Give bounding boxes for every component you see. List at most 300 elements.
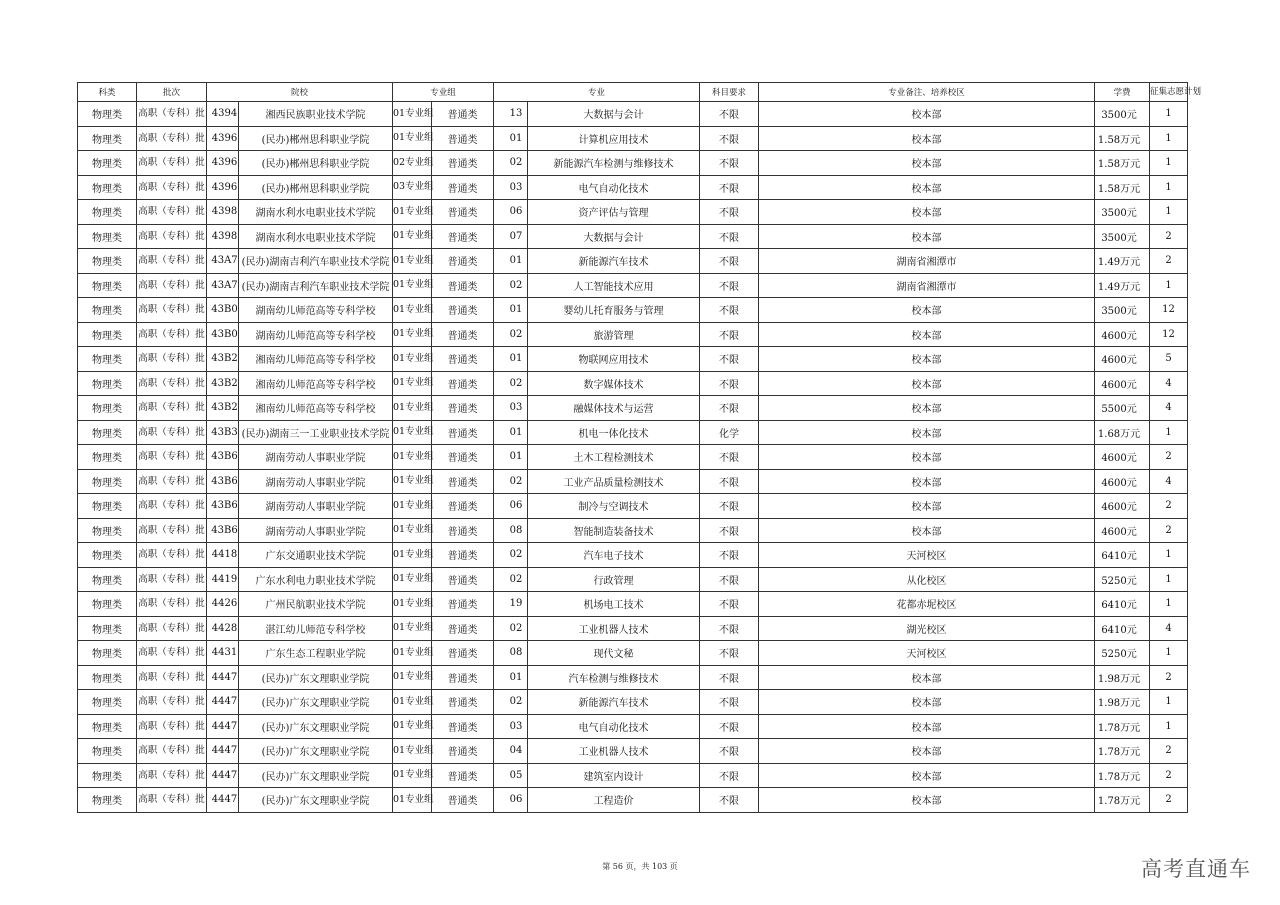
cell-requirement: 不限 [700, 616, 759, 641]
cell-major-name: 融媒体技术与运营 [528, 396, 700, 421]
cell-school-name: (民办)广东文理职业学院 [239, 739, 393, 764]
cell-fee: 1.78万元 [1095, 788, 1150, 813]
cell-plan: 12 [1150, 298, 1188, 323]
cell-type: 普通类 [432, 102, 494, 127]
cell-subject: 物理类 [78, 592, 137, 617]
cell-plan: 4 [1150, 371, 1188, 396]
cell-fee: 3500元 [1095, 200, 1150, 225]
table-row [78, 151, 1188, 176]
cell-batch: 高职（专科）批 [137, 273, 207, 298]
cell-school-code: 43B3 [207, 420, 239, 445]
cell-major-name: 新能源汽车技术 [528, 249, 700, 274]
cell-requirement: 不限 [700, 763, 759, 788]
cell-remark: 校本部 [759, 396, 1095, 421]
cell-batch: 高职（专科）批 [137, 102, 207, 127]
cell-plan: 1 [1150, 175, 1188, 200]
cell-requirement: 不限 [700, 469, 759, 494]
cell-school-code: 4396 [207, 126, 239, 151]
table-row [78, 224, 1188, 249]
cell-school-code: 43B6 [207, 445, 239, 470]
cell-remark: 校本部 [759, 518, 1095, 543]
cell-fee: 4600元 [1095, 322, 1150, 347]
cell-remark: 校本部 [759, 126, 1095, 151]
admission-plan-table [77, 82, 1202, 813]
cell-school-code: 4447 [207, 739, 239, 764]
cell-major-code: 06 [494, 788, 528, 813]
cell-plan: 2 [1150, 788, 1188, 813]
cell-major-code: 01 [494, 249, 528, 274]
cell-requirement: 不限 [700, 543, 759, 568]
cell-major-code: 08 [494, 518, 528, 543]
table-row [78, 714, 1188, 739]
cell-batch: 高职（专科）批 [137, 445, 207, 470]
cell-plan: 12 [1150, 322, 1188, 347]
cell-plan: 2 [1150, 763, 1188, 788]
cell-remark: 校本部 [759, 469, 1095, 494]
cell-requirement: 不限 [700, 298, 759, 323]
cell-remark: 校本部 [759, 763, 1095, 788]
cell-major-code: 02 [494, 616, 528, 641]
table-header-row [78, 83, 1188, 102]
cell-batch: 高职（专科）批 [137, 224, 207, 249]
cell-remark: 湖南省湘潭市 [759, 249, 1095, 274]
cell-major-code: 07 [494, 224, 528, 249]
cell-major-name: 行政管理 [528, 567, 700, 592]
cell-major-code: 06 [494, 494, 528, 519]
cell-group: 01专业组 [393, 616, 432, 641]
cell-subject: 物理类 [78, 175, 137, 200]
cell-type: 普通类 [432, 763, 494, 788]
cell-batch: 高职（专科）批 [137, 249, 207, 274]
cell-fee: 1.78万元 [1095, 714, 1150, 739]
cell-group: 01专业组 [393, 714, 432, 739]
cell-fee: 1.68万元 [1095, 420, 1150, 445]
cell-major-name: 建筑室内设计 [528, 763, 700, 788]
table-body [78, 102, 1188, 813]
cell-major-code: 03 [494, 396, 528, 421]
cell-remark: 校本部 [759, 224, 1095, 249]
table-row [78, 126, 1188, 151]
table-row [78, 567, 1188, 592]
cell-subject: 物理类 [78, 469, 137, 494]
cell-requirement: 不限 [700, 714, 759, 739]
cell-fee: 1.58万元 [1095, 126, 1150, 151]
cell-type: 普通类 [432, 126, 494, 151]
cell-major-name: 数字媒体技术 [528, 371, 700, 396]
cell-plan: 1 [1150, 714, 1188, 739]
cell-school-name: 湖南水利水电职业技术学院 [239, 224, 393, 249]
cell-plan: 2 [1150, 249, 1188, 274]
cell-fee: 4600元 [1095, 347, 1150, 372]
cell-requirement: 不限 [700, 200, 759, 225]
cell-school-name: 湖南水利水电职业技术学院 [239, 200, 393, 225]
cell-group: 01专业组 [393, 224, 432, 249]
cell-subject: 物理类 [78, 739, 137, 764]
cell-fee: 5500元 [1095, 396, 1150, 421]
cell-remark: 校本部 [759, 739, 1095, 764]
table-row [78, 249, 1188, 274]
cell-fee: 5250元 [1095, 641, 1150, 666]
table-row [78, 298, 1188, 323]
cell-school-name: 湘南幼儿师范高等专科学校 [239, 347, 393, 372]
cell-school-name: (民办)郴州思科职业学院 [239, 126, 393, 151]
cell-school-name: (民办)湖南吉利汽车职业技术学院 [239, 273, 393, 298]
table-row [78, 469, 1188, 494]
cell-school-name: (民办)湖南三一工业职业技术学院 [239, 420, 393, 445]
cell-major-name: 人工智能技术应用 [528, 273, 700, 298]
cell-type: 普通类 [432, 665, 494, 690]
cell-major-code: 02 [494, 690, 528, 715]
cell-group: 01专业组 [393, 273, 432, 298]
cell-major-name: 婴幼儿托育服务与管理 [528, 298, 700, 323]
cell-school-name: 湘西民族职业技术学院 [239, 102, 393, 127]
cell-plan: 4 [1150, 396, 1188, 421]
table-row [78, 322, 1188, 347]
cell-requirement: 不限 [700, 690, 759, 715]
cell-school-code: 4426 [207, 592, 239, 617]
cell-requirement: 不限 [700, 224, 759, 249]
cell-school-name: (民办)广东文理职业学院 [239, 763, 393, 788]
cell-plan: 1 [1150, 102, 1188, 127]
cell-plan: 1 [1150, 200, 1188, 225]
cell-requirement: 不限 [700, 102, 759, 127]
cell-major-name: 新能源汽车检测与维修技术 [528, 151, 700, 176]
cell-group: 01专业组 [393, 445, 432, 470]
cell-group: 01专业组 [393, 420, 432, 445]
cell-requirement: 化学 [700, 420, 759, 445]
cell-type: 普通类 [432, 224, 494, 249]
cell-plan: 1 [1150, 126, 1188, 151]
cell-requirement: 不限 [700, 445, 759, 470]
table-row [78, 200, 1188, 225]
cell-type: 普通类 [432, 322, 494, 347]
cell-plan: 1 [1150, 641, 1188, 666]
cell-group: 01专业组 [393, 102, 432, 127]
cell-major-code: 02 [494, 543, 528, 568]
cell-subject: 物理类 [78, 322, 137, 347]
cell-school-code: 4431 [207, 641, 239, 666]
cell-subject: 物理类 [78, 151, 137, 176]
cell-subject: 物理类 [78, 371, 137, 396]
table-row [78, 616, 1188, 641]
cell-major-name: 旅游管理 [528, 322, 700, 347]
cell-remark: 从化校区 [759, 567, 1095, 592]
cell-type: 普通类 [432, 739, 494, 764]
cell-type: 普通类 [432, 420, 494, 445]
cell-major-code: 02 [494, 469, 528, 494]
table-row [78, 592, 1188, 617]
cell-major-code: 19 [494, 592, 528, 617]
cell-batch: 高职（专科）批 [137, 126, 207, 151]
cell-fee: 6410元 [1095, 543, 1150, 568]
cell-group: 01专业组 [393, 788, 432, 813]
cell-school-name: 湖南劳动人事职业学院 [239, 518, 393, 543]
cell-major-code: 01 [494, 420, 528, 445]
cell-major-code: 01 [494, 126, 528, 151]
table-row [78, 445, 1188, 470]
cell-school-code: 43B0 [207, 298, 239, 323]
cell-plan: 2 [1150, 224, 1188, 249]
cell-school-code: 4394 [207, 102, 239, 127]
cell-remark: 校本部 [759, 445, 1095, 470]
table-row [78, 347, 1188, 372]
cell-subject: 物理类 [78, 126, 137, 151]
header-remark: 专业备注、培养校区 [759, 83, 1095, 102]
cell-subject: 物理类 [78, 347, 137, 372]
cell-major-code: 02 [494, 273, 528, 298]
cell-major-code: 02 [494, 567, 528, 592]
cell-requirement: 不限 [700, 739, 759, 764]
cell-batch: 高职（专科）批 [137, 396, 207, 421]
cell-group: 01专业组 [393, 494, 432, 519]
cell-type: 普通类 [432, 616, 494, 641]
cell-fee: 6410元 [1095, 592, 1150, 617]
cell-batch: 高职（专科）批 [137, 420, 207, 445]
cell-subject: 物理类 [78, 543, 137, 568]
cell-type: 普通类 [432, 371, 494, 396]
cell-major-code: 06 [494, 200, 528, 225]
cell-major-name: 现代文秘 [528, 641, 700, 666]
cell-plan: 2 [1150, 494, 1188, 519]
cell-major-name: 汽车电子技术 [528, 543, 700, 568]
cell-fee: 4600元 [1095, 469, 1150, 494]
cell-school-name: 湛江幼儿师范专科学校 [239, 616, 393, 641]
cell-school-name: 湘南幼儿师范高等专科学校 [239, 396, 393, 421]
header-major: 专业 [494, 83, 700, 102]
cell-remark: 校本部 [759, 714, 1095, 739]
cell-school-name: 广州民航职业技术学院 [239, 592, 393, 617]
cell-major-code: 01 [494, 665, 528, 690]
cell-school-name: 湖南劳动人事职业学院 [239, 494, 393, 519]
cell-remark: 校本部 [759, 200, 1095, 225]
cell-school-name: (民办)郴州思科职业学院 [239, 151, 393, 176]
cell-school-code: 43A7 [207, 273, 239, 298]
cell-subject: 物理类 [78, 273, 137, 298]
cell-group: 01专业组 [393, 567, 432, 592]
cell-major-name: 大数据与会计 [528, 102, 700, 127]
cell-remark: 花都赤坭校区 [759, 592, 1095, 617]
cell-major-name: 机场电工技术 [528, 592, 700, 617]
cell-group: 01专业组 [393, 322, 432, 347]
cell-remark: 校本部 [759, 175, 1095, 200]
cell-batch: 高职（专科）批 [137, 298, 207, 323]
header-subject: 科类 [78, 83, 137, 102]
cell-batch: 高职（专科）批 [137, 469, 207, 494]
cell-school-code: 4418 [207, 543, 239, 568]
cell-subject: 物理类 [78, 420, 137, 445]
table-row [78, 739, 1188, 764]
cell-school-name: (民办)广东文理职业学院 [239, 690, 393, 715]
cell-type: 普通类 [432, 469, 494, 494]
cell-major-code: 02 [494, 151, 528, 176]
cell-group: 01专业组 [393, 690, 432, 715]
cell-major-code: 05 [494, 763, 528, 788]
cell-major-code: 13 [494, 102, 528, 127]
cell-requirement: 不限 [700, 151, 759, 176]
cell-school-code: 4447 [207, 690, 239, 715]
table-row [78, 371, 1188, 396]
cell-fee: 4600元 [1095, 518, 1150, 543]
cell-major-name: 汽车检测与维修技术 [528, 665, 700, 690]
cell-school-code: 4398 [207, 224, 239, 249]
cell-plan: 4 [1150, 616, 1188, 641]
table-row [78, 494, 1188, 519]
table-row [78, 543, 1188, 568]
cell-school-name: (民办)郴州思科职业学院 [239, 175, 393, 200]
cell-remark: 湖光校区 [759, 616, 1095, 641]
cell-type: 普通类 [432, 714, 494, 739]
cell-fee: 5250元 [1095, 567, 1150, 592]
cell-fee: 1.58万元 [1095, 151, 1150, 176]
cell-subject: 物理类 [78, 763, 137, 788]
cell-type: 普通类 [432, 396, 494, 421]
cell-remark: 校本部 [759, 371, 1095, 396]
cell-requirement: 不限 [700, 347, 759, 372]
cell-plan: 1 [1150, 543, 1188, 568]
watermark: 高考直通车 [1141, 857, 1251, 881]
cell-requirement: 不限 [700, 641, 759, 666]
cell-subject: 物理类 [78, 567, 137, 592]
cell-school-code: 4398 [207, 200, 239, 225]
cell-remark: 校本部 [759, 347, 1095, 372]
cell-school-name: 广东交通职业技术学院 [239, 543, 393, 568]
cell-batch: 高职（专科）批 [137, 592, 207, 617]
cell-type: 普通类 [432, 690, 494, 715]
cell-type: 普通类 [432, 788, 494, 813]
cell-type: 普通类 [432, 567, 494, 592]
cell-batch: 高职（专科）批 [137, 494, 207, 519]
cell-requirement: 不限 [700, 788, 759, 813]
cell-batch: 高职（专科）批 [137, 371, 207, 396]
cell-major-name: 工业产品质量检测技术 [528, 469, 700, 494]
cell-type: 普通类 [432, 273, 494, 298]
cell-batch: 高职（专科）批 [137, 543, 207, 568]
cell-requirement: 不限 [700, 371, 759, 396]
cell-school-code: 4447 [207, 763, 239, 788]
cell-major-name: 工业机器人技术 [528, 739, 700, 764]
cell-type: 普通类 [432, 543, 494, 568]
cell-subject: 物理类 [78, 616, 137, 641]
cell-plan: 1 [1150, 690, 1188, 715]
cell-type: 普通类 [432, 445, 494, 470]
cell-type: 普通类 [432, 641, 494, 666]
cell-group: 01专业组 [393, 126, 432, 151]
cell-major-code: 04 [494, 739, 528, 764]
cell-school-name: 湖南劳动人事职业学院 [239, 445, 393, 470]
cell-school-name: (民办)广东文理职业学院 [239, 665, 393, 690]
cell-group: 01专业组 [393, 665, 432, 690]
cell-major-name: 制冷与空调技术 [528, 494, 700, 519]
cell-type: 普通类 [432, 249, 494, 274]
cell-plan: 2 [1150, 445, 1188, 470]
cell-subject: 物理类 [78, 714, 137, 739]
cell-fee: 4600元 [1095, 445, 1150, 470]
cell-requirement: 不限 [700, 249, 759, 274]
cell-group: 01专业组 [393, 396, 432, 421]
cell-fee: 4600元 [1095, 494, 1150, 519]
table-row [78, 273, 1188, 298]
cell-subject: 物理类 [78, 665, 137, 690]
cell-school-name: (民办)广东文理职业学院 [239, 714, 393, 739]
cell-fee: 6410元 [1095, 616, 1150, 641]
cell-subject: 物理类 [78, 494, 137, 519]
cell-requirement: 不限 [700, 494, 759, 519]
cell-batch: 高职（专科）批 [137, 690, 207, 715]
cell-requirement: 不限 [700, 273, 759, 298]
table-row [78, 641, 1188, 666]
cell-batch: 高职（专科）批 [137, 665, 207, 690]
cell-batch: 高职（专科）批 [137, 567, 207, 592]
cell-major-name: 计算机应用技术 [528, 126, 700, 151]
table-row [78, 396, 1188, 421]
cell-plan: 1 [1150, 567, 1188, 592]
table-row [78, 763, 1188, 788]
cell-requirement: 不限 [700, 665, 759, 690]
cell-major-name: 资产评估与管理 [528, 200, 700, 225]
cell-school-code: 43B6 [207, 494, 239, 519]
cell-batch: 高职（专科）批 [137, 518, 207, 543]
cell-subject: 物理类 [78, 396, 137, 421]
cell-type: 普通类 [432, 347, 494, 372]
cell-major-code: 02 [494, 371, 528, 396]
cell-requirement: 不限 [700, 396, 759, 421]
cell-subject: 物理类 [78, 690, 137, 715]
header-group: 专业组 [393, 83, 494, 102]
cell-group: 01专业组 [393, 543, 432, 568]
cell-batch: 高职（专科）批 [137, 175, 207, 200]
cell-plan: 2 [1150, 518, 1188, 543]
cell-plan: 2 [1150, 739, 1188, 764]
table-row [78, 175, 1188, 200]
cell-subject: 物理类 [78, 200, 137, 225]
cell-remark: 天河校区 [759, 543, 1095, 568]
header-batch: 批次 [137, 83, 207, 102]
cell-requirement: 不限 [700, 567, 759, 592]
table-row [78, 102, 1188, 127]
cell-remark: 湖南省湘潭市 [759, 273, 1095, 298]
cell-school-name: 湘南幼儿师范高等专科学校 [239, 371, 393, 396]
cell-plan: 2 [1150, 665, 1188, 690]
cell-subject: 物理类 [78, 249, 137, 274]
cell-major-code: 01 [494, 347, 528, 372]
header-plan: 征集志愿计划 [1150, 83, 1188, 102]
cell-fee: 3500元 [1095, 224, 1150, 249]
cell-type: 普通类 [432, 592, 494, 617]
cell-group: 03专业组 [393, 175, 432, 200]
cell-school-code: 43B2 [207, 347, 239, 372]
cell-major-name: 智能制造装备技术 [528, 518, 700, 543]
cell-batch: 高职（专科）批 [137, 763, 207, 788]
cell-school-name: (民办)湖南吉利汽车职业技术学院 [239, 249, 393, 274]
cell-batch: 高职（专科）批 [137, 151, 207, 176]
cell-subject: 物理类 [78, 224, 137, 249]
cell-major-name: 电气自动化技术 [528, 175, 700, 200]
cell-remark: 校本部 [759, 298, 1095, 323]
cell-remark: 校本部 [759, 690, 1095, 715]
cell-remark: 校本部 [759, 420, 1095, 445]
cell-batch: 高职（专科）批 [137, 739, 207, 764]
cell-group: 01专业组 [393, 592, 432, 617]
cell-major-name: 工业机器人技术 [528, 616, 700, 641]
cell-type: 普通类 [432, 175, 494, 200]
cell-fee: 1.58万元 [1095, 175, 1150, 200]
table-row [78, 665, 1188, 690]
cell-group: 01专业组 [393, 641, 432, 666]
cell-remark: 天河校区 [759, 641, 1095, 666]
cell-requirement: 不限 [700, 322, 759, 347]
cell-school-name: 湖南劳动人事职业学院 [239, 469, 393, 494]
cell-fee: 4600元 [1095, 371, 1150, 396]
